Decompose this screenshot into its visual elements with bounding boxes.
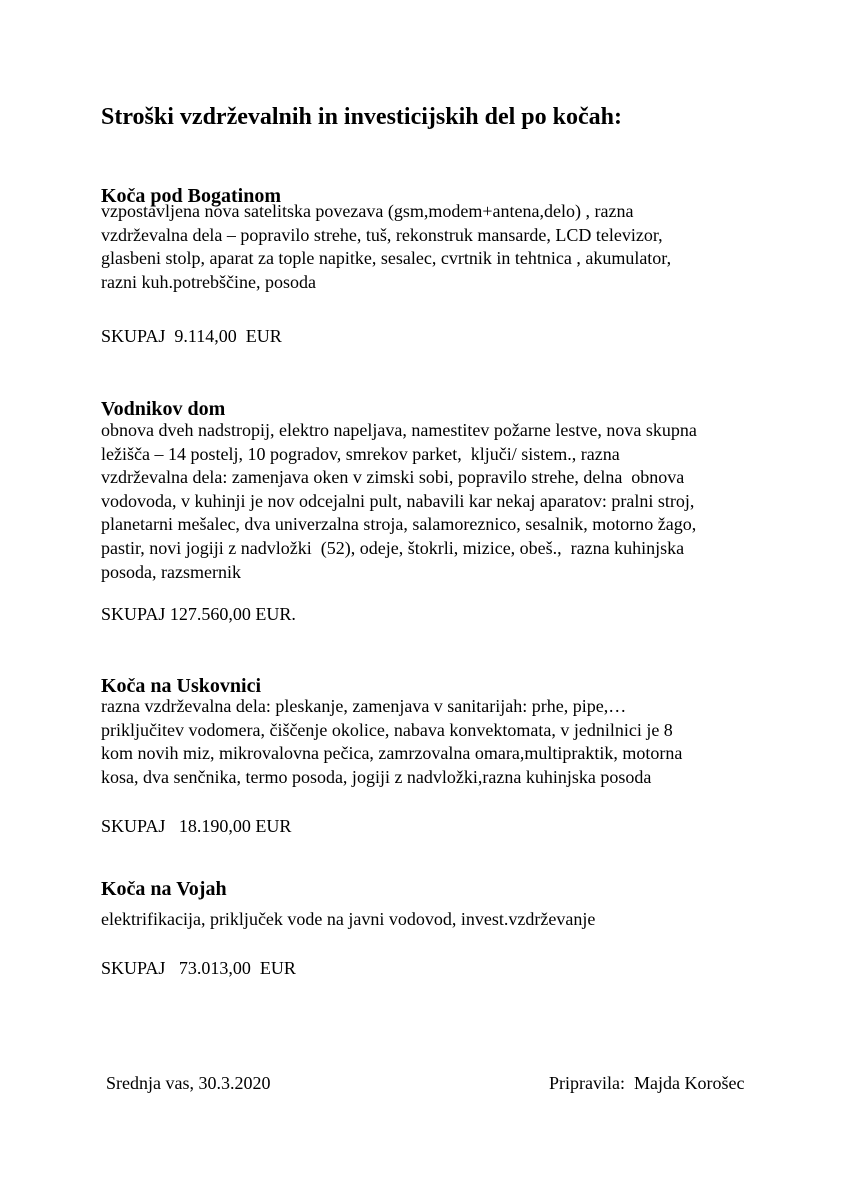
description-line: priključitev vodomera, čiščenje okolice, nabava konvektomata, v jednilnici je 8 [101, 719, 673, 740]
description-line: vzdrževalna dela – popravilo strehe, tuš, rekonstruk mansarde, LCD televizor, [101, 224, 663, 245]
section-heading: Vodnikov dom [101, 398, 226, 420]
section-description [101, 908, 595, 932]
description-line: planetarni mešalec, dva univerzalna stroja, salamoreznico, sesalnik, motorno žago, [101, 514, 697, 535]
description-line: vzpostavljena nova satelitska povezava (gsm,modem+antena,delo) , razna [101, 201, 634, 221]
description-line: posoda, razsmernik [101, 561, 241, 582]
section-total: SKUPAJ 73.013,00 EUR [101, 958, 296, 978]
description-line: razni kuh.potrebščine, posoda [101, 271, 316, 292]
section-heading: Koča na Uskovnici [101, 675, 262, 697]
footer-place-date: Srednja vas, 30.3.2020 [106, 1073, 271, 1093]
section-total: SKUPAJ 9.114,00 EUR [101, 326, 282, 346]
section-description [101, 200, 671, 294]
description-line: elektrifikacija, priključek vode na javni vodovod, invest.vzdrževanje [101, 909, 596, 929]
document-title: Stroški vzdrževalnih in investicijskih del po kočah: [101, 104, 622, 130]
description-line: razna vzdrževalna dela: pleskanje, zamenjava v sanitarijah: prhe, pipe,… [101, 696, 627, 716]
description-line: kosa, dva senčnika, termo posoda, jogiji z nadvložki,razna kuhinjska posoda [101, 766, 652, 787]
description-line: vzdrževalna dela: zamenjava oken v zimski sobi, popravilo strehe, delna obnova [101, 467, 685, 488]
description-line: kom novih miz, mikrovalovna pečica, zamrzovalna omara,multipraktik, motorna [101, 743, 683, 764]
section-description [101, 419, 697, 584]
description-line: glasbeni stolp, aparat za tople napitke, sesalec, cvrtnik in tehtnica , akumulator, [101, 248, 672, 269]
description-line: obnova dveh nadstropij, elektro napeljava, namestitev požarne lestve, nova skupna [101, 420, 697, 440]
section-description [101, 695, 682, 789]
description-line: vodovoda, v kuhinji je nov odcejalni pult, nabavili kar nekaj aparatov: pralni stroj, [101, 490, 695, 511]
description-line: pastir, novi jogiji z nadvložki (52), odeje, štokrli, mizice, obeš., razna kuhinjska [101, 537, 685, 558]
section-total: SKUPAJ 18.190,00 EUR [101, 816, 292, 836]
footer-prepared-by: Pripravila: Majda Korošec [549, 1073, 745, 1093]
description-line: ležišča – 14 postelj, 10 pogradov, smrekov parket, ključi/ sistem., razna [101, 443, 620, 464]
section-heading: Koča na Vojah [101, 878, 227, 900]
section-heading: Koča pod Bogatinom [101, 185, 282, 207]
section-total: SKUPAJ 127.560,00 EUR. [101, 604, 296, 624]
